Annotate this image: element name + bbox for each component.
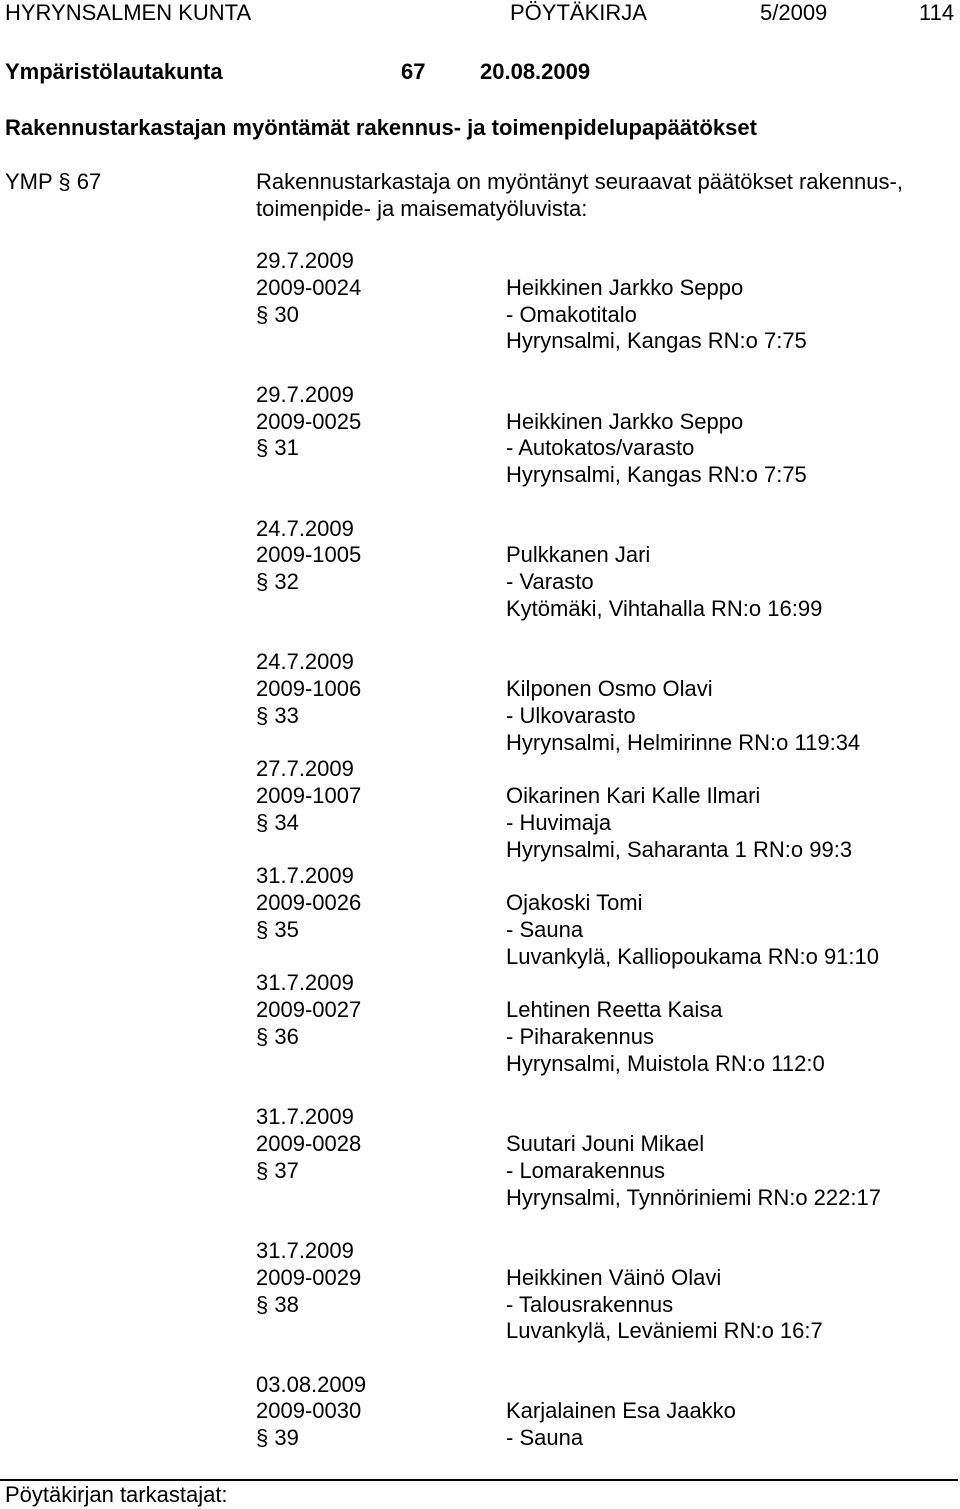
permit-entry [256,649,956,756]
applicant-name: Pulkkanen Jari [506,542,651,568]
permit-section: § 36 [256,1023,299,1049]
permit-entry [256,248,956,354]
permit-entry [256,863,956,970]
permit-number: 2009-1006 [256,676,362,702]
page-number: 114 [919,0,955,25]
building-type: - Sauna [506,1425,584,1451]
permit-number: 2009-0025 [256,408,362,434]
building-type: - Piharakennus [506,1023,654,1049]
permit-number: 2009-0030 [256,1398,362,1424]
intro-line-2: toimenpide- ja maisematyöluvista: [256,195,588,221]
committee-name: Ympäristölautakunta [5,59,223,84]
permit-date: 31.7.2009 [256,863,354,889]
permit-entry [256,1104,956,1210]
permit-date: 31.7.2009 [256,1237,354,1263]
property-location: Luvankylä, Leväniemi RN:o 16:7 [506,1318,823,1344]
permit-date: 24.7.2009 [256,515,354,541]
permit-number: 2009-0028 [256,1130,362,1156]
permit-date: 29.7.2009 [256,381,354,407]
permit-list [256,248,956,1452]
permit-date: 31.7.2009 [256,970,354,996]
building-type: - Lomarakennus [506,1157,665,1183]
permit-section: § 38 [256,1291,299,1317]
permit-date: 31.7.2009 [256,1104,354,1130]
intro-line-1: Rakennustarkastaja on myöntänyt seuraavat päätökset rakennus-, [256,169,903,194]
meeting-date: 20.08.2009 [480,59,591,84]
property-location: Hyrynsalmi, Helmirinne RN:o 119:34 [506,729,861,755]
permit-number: 2009-1007 [256,783,362,809]
building-type: - Autokatos/varasto [506,435,695,461]
permit-section: § 34 [256,809,299,835]
permit-section: § 33 [256,702,299,728]
permit-date: 03.08.2009 [256,1371,367,1397]
permit-entry [256,1372,956,1452]
document-type: PÖYTÄKIRJA [510,0,647,25]
permit-entry [256,756,956,863]
permit-date: 29.7.2009 [256,248,354,273]
property-location: Luvankylä, Kalliopoukama RN:o 91:10 [506,943,880,969]
header-section-number: 67 [401,59,426,84]
permit-number: 2009-1005 [256,542,362,568]
permit-date: 27.7.2009 [256,756,354,782]
permit-entry [256,381,956,488]
permit-section: § 30 [256,301,299,327]
building-type: - Ulkovarasto [506,702,636,728]
permit-number: 2009-0027 [256,997,362,1023]
applicant-name: Ojakoski Tomi [506,890,643,916]
permit-number: 2009-0029 [256,1264,362,1290]
building-type: - Sauna [506,916,584,942]
applicant-name: Kilponen Osmo Olavi [506,676,713,702]
applicant-name: Suutari Jouni Mikael [506,1130,705,1156]
document-number: 5/2009 [760,0,828,25]
applicant-name: Oikarinen Kari Kalle Ilmari [506,783,761,809]
page-title: Rakennustarkastajan myöntämät rakennus- ja toimenpidelupapäätökset [5,115,757,140]
permit-date: 24.7.2009 [256,649,354,675]
applicant-name: Heikkinen Väinö Olavi [506,1264,722,1290]
building-type: - Huvimaja [506,809,612,835]
property-location: Hyrynsalmi, Tynnöriniemi RN:o 222:17 [506,1184,881,1210]
property-location: Hyrynsalmi, Muistola RN:o 112:0 [506,1050,825,1076]
applicant-name: Heikkinen Jarkko Seppo [506,274,744,300]
permit-section: § 37 [256,1157,299,1183]
building-type: - Omakotitalo [506,301,637,327]
footer-label: Pöytäkirjan tarkastajat: [5,1482,228,1507]
municipality-name: HYRYNSALMEN KUNTA [5,0,252,25]
permit-section: § 35 [256,916,299,942]
permit-entry [256,1237,956,1344]
permit-number: 2009-0026 [256,890,362,916]
property-location: Kytömäki, Vihtahalla RN:o 16:99 [506,595,823,621]
permit-section: § 31 [256,435,299,461]
property-location: Hyrynsalmi, Saharanta 1 RN:o 99:3 [506,836,853,862]
intro-text [256,169,903,223]
building-type: - Varasto [506,569,594,595]
applicant-name: Karjalainen Esa Jaakko [506,1398,736,1424]
permit-number: 2009-0024 [256,274,362,300]
section-reference: YMP § 67 [5,169,102,194]
applicant-name: Lehtinen Reetta Kaisa [506,997,723,1023]
property-location: Hyrynsalmi, Kangas RN:o 7:75 [506,328,807,354]
applicant-name: Heikkinen Jarkko Seppo [506,408,744,434]
building-type: - Talousrakennus [506,1291,674,1317]
property-location: Hyrynsalmi, Kangas RN:o 7:75 [506,462,807,488]
footer-divider [0,1479,958,1481]
permit-section: § 39 [256,1425,299,1451]
permit-entry [256,515,956,621]
permit-section: § 32 [256,569,299,595]
permit-entry [256,970,956,1076]
